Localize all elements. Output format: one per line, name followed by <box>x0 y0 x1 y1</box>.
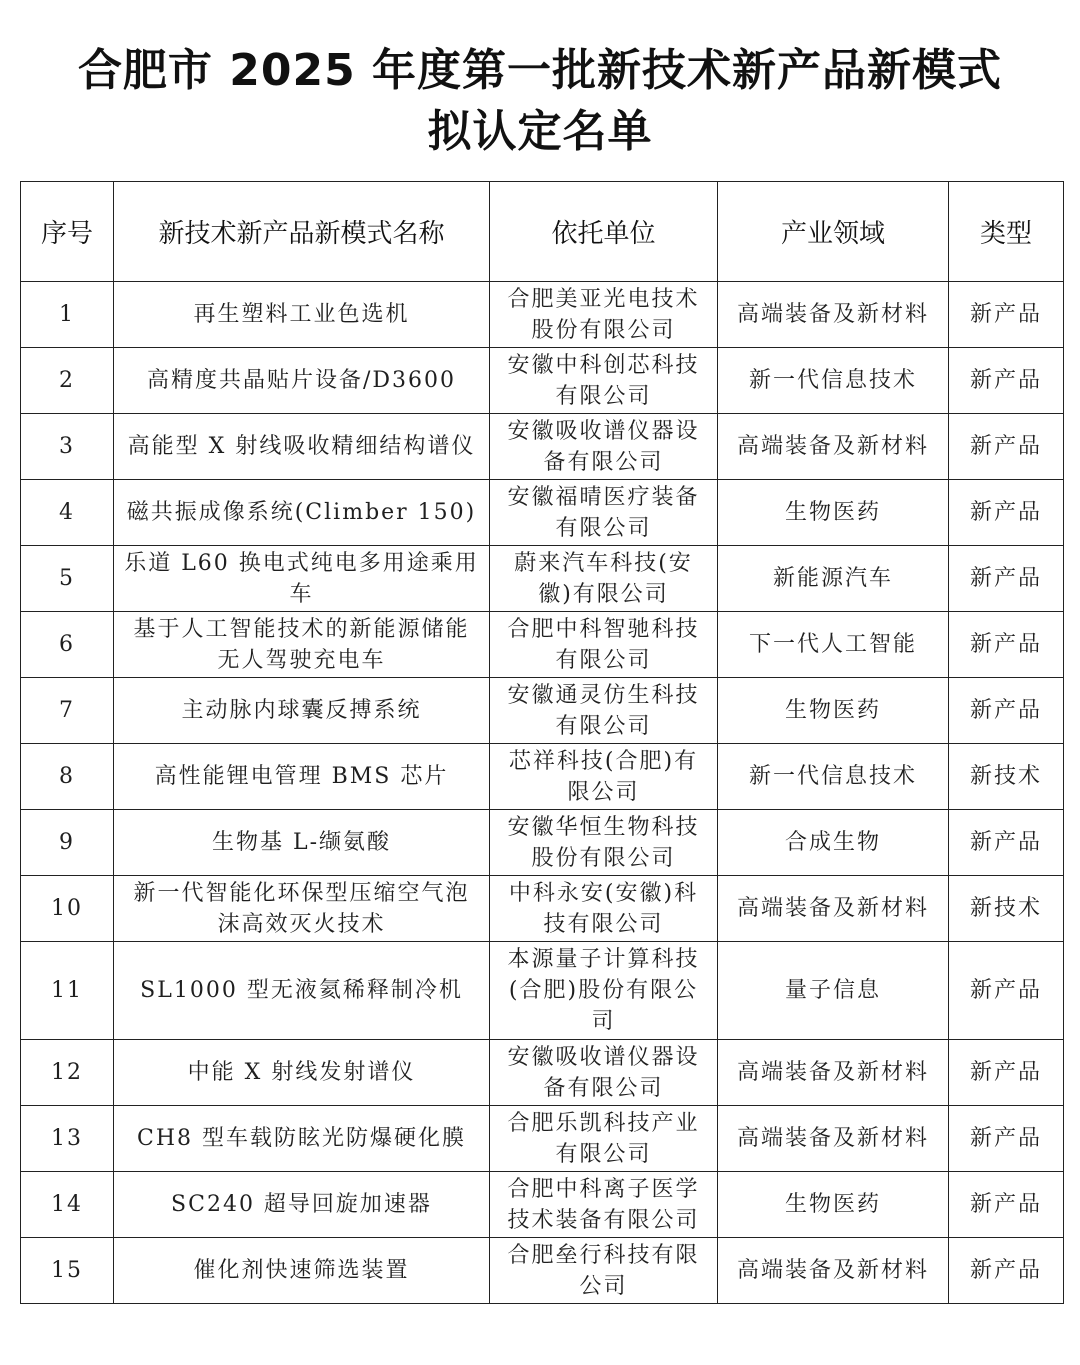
row-type: 新产品 <box>949 1106 1064 1172</box>
row-type: 新产品 <box>949 612 1064 678</box>
table-row <box>21 942 1064 1040</box>
row-index: 2 <box>21 348 114 414</box>
row-unit: 合肥美亚光电技术股份有限公司 <box>490 282 718 348</box>
row-index: 14 <box>21 1172 114 1238</box>
row-field: 生物医药 <box>718 678 949 744</box>
row-name: 再生塑料工业色选机 <box>114 282 490 348</box>
row-index: 12 <box>21 1040 114 1106</box>
row-name: 基于人工智能技术的新能源储能无人驾驶充电车 <box>114 612 490 678</box>
row-name: CH8 型车载防眩光防爆硬化膜 <box>114 1106 490 1172</box>
header-field: 产业领域 <box>718 182 949 282</box>
row-unit: 合肥乐凯科技产业有限公司 <box>490 1106 718 1172</box>
row-name: 高性能锂电管理 BMS 芯片 <box>114 744 490 810</box>
table-row <box>21 612 1064 678</box>
row-type: 新产品 <box>949 546 1064 612</box>
row-index: 4 <box>21 480 114 546</box>
row-unit: 安徽吸收谱仪器设备有限公司 <box>490 414 718 480</box>
row-type: 新产品 <box>949 1040 1064 1106</box>
row-type: 新产品 <box>949 414 1064 480</box>
header-unit: 依托单位 <box>490 182 718 282</box>
row-type: 新产品 <box>949 480 1064 546</box>
row-field: 高端装备及新材料 <box>718 1238 949 1304</box>
table-row <box>21 1238 1064 1304</box>
row-field: 高端装备及新材料 <box>718 1106 949 1172</box>
row-name: SL1000 型无液氦稀释制冷机 <box>114 942 490 1040</box>
row-index: 3 <box>21 414 114 480</box>
row-field: 高端装备及新材料 <box>718 414 949 480</box>
table-row <box>21 1040 1064 1106</box>
row-unit: 安徽华恒生物科技股份有限公司 <box>490 810 718 876</box>
table-row <box>21 546 1064 612</box>
row-type: 新产品 <box>949 1238 1064 1304</box>
table-row <box>21 810 1064 876</box>
row-index: 7 <box>21 678 114 744</box>
row-unit: 安徽中科创芯科技有限公司 <box>490 348 718 414</box>
row-name: SC240 超导回旋加速器 <box>114 1172 490 1238</box>
row-field: 新能源汽车 <box>718 546 949 612</box>
table-row <box>21 1172 1064 1238</box>
page-subtitle: 拟认定名单 <box>427 106 653 157</box>
row-field: 生物医药 <box>718 1172 949 1238</box>
row-name: 高精度共晶贴片设备/D3600 <box>114 348 490 414</box>
row-unit: 中科永安(安徽)科技有限公司 <box>490 876 718 942</box>
table-row <box>21 678 1064 744</box>
row-unit: 安徽吸收谱仪器设备有限公司 <box>490 1040 718 1106</box>
row-index: 10 <box>21 876 114 942</box>
row-index: 5 <box>21 546 114 612</box>
row-unit: 合肥垒行科技有限公司 <box>490 1238 718 1304</box>
row-unit: 合肥中科智驰科技有限公司 <box>490 612 718 678</box>
row-name: 生物基 L-缬氨酸 <box>114 810 490 876</box>
header-index: 序号 <box>21 182 114 282</box>
row-field: 高端装备及新材料 <box>718 876 949 942</box>
row-type: 新产品 <box>949 942 1064 1040</box>
table-row <box>21 744 1064 810</box>
row-name: 主动脉内球囊反搏系统 <box>114 678 490 744</box>
row-type: 新产品 <box>949 810 1064 876</box>
row-field: 新一代信息技术 <box>718 348 949 414</box>
table-row <box>21 414 1064 480</box>
row-index: 15 <box>21 1238 114 1304</box>
row-unit: 本源量子计算科技(合肥)股份有限公司 <box>490 942 718 1040</box>
candidate-list-table <box>20 181 1064 1304</box>
header-type: 类型 <box>949 182 1064 282</box>
row-name: 磁共振成像系统(Climber 150) <box>114 480 490 546</box>
row-field: 高端装备及新材料 <box>718 282 949 348</box>
row-field: 下一代人工智能 <box>718 612 949 678</box>
row-type: 新技术 <box>949 744 1064 810</box>
row-type: 新产品 <box>949 1172 1064 1238</box>
row-index: 8 <box>21 744 114 810</box>
table-row <box>21 1106 1064 1172</box>
table-row <box>21 876 1064 942</box>
row-index: 6 <box>21 612 114 678</box>
row-index: 9 <box>21 810 114 876</box>
row-field: 高端装备及新材料 <box>718 1040 949 1106</box>
row-name: 中能 X 射线发射谱仪 <box>114 1040 490 1106</box>
row-type: 新产品 <box>949 282 1064 348</box>
row-field: 量子信息 <box>718 942 949 1040</box>
row-field: 合成生物 <box>718 810 949 876</box>
row-unit: 芯祥科技(合肥)有限公司 <box>490 744 718 810</box>
table-header-row <box>21 182 1064 282</box>
table-row <box>21 282 1064 348</box>
row-unit: 安徽福晴医疗装备有限公司 <box>490 480 718 546</box>
row-type: 新产品 <box>949 678 1064 744</box>
row-field: 生物医药 <box>718 480 949 546</box>
row-field: 新一代信息技术 <box>718 744 949 810</box>
page-title: 合肥市 2025 年度第一批新技术新产品新模式 <box>77 45 1003 96</box>
row-unit: 安徽通灵仿生科技有限公司 <box>490 678 718 744</box>
row-name: 乐道 L60 换电式纯电多用途乘用车 <box>114 546 490 612</box>
header-name: 新技术新产品新模式名称 <box>114 182 490 282</box>
row-index: 1 <box>21 282 114 348</box>
row-index: 11 <box>21 942 114 1040</box>
row-name: 催化剂快速筛选装置 <box>114 1238 490 1304</box>
row-type: 新产品 <box>949 348 1064 414</box>
row-unit: 蔚来汽车科技(安徽)有限公司 <box>490 546 718 612</box>
row-name: 新一代智能化环保型压缩空气泡沫高效灭火技术 <box>114 876 490 942</box>
row-unit: 合肥中科离子医学技术装备有限公司 <box>490 1172 718 1238</box>
row-index: 13 <box>21 1106 114 1172</box>
table-row <box>21 348 1064 414</box>
table-row <box>21 480 1064 546</box>
row-name: 高能型 X 射线吸收精细结构谱仪 <box>114 414 490 480</box>
row-type: 新技术 <box>949 876 1064 942</box>
